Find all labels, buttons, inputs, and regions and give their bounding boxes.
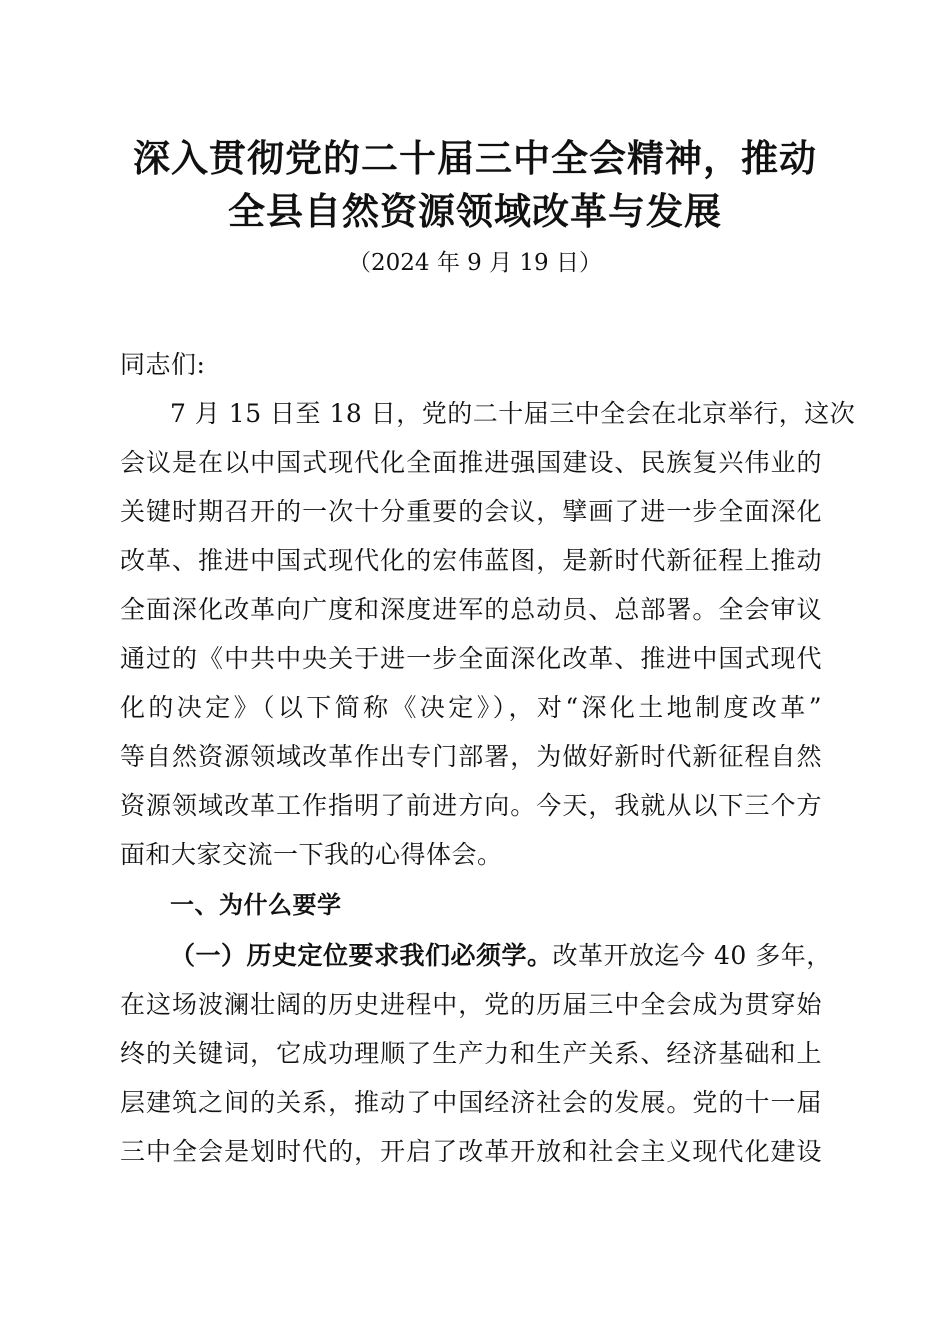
salutation: 同志们: (120, 350, 206, 379)
paragraph-line: 终的关键词，它成功理顺了生产力和生产关系、经济基础和上 (120, 1039, 822, 1068)
paragraph-line: 全面深化改革向广度和深度进军的总动员、总部署。全会审议 (120, 595, 822, 624)
paragraph-line: 关键时期召开的一次十分重要的会议，擘画了进一步全面深化 (120, 497, 822, 526)
paragraph-line: 化的决定》（以下简称《决定》），对“深化土地制度改革” (120, 693, 822, 722)
paragraph-line: 通过的《中共中央关于进一步全面深化改革、推进中国式现代 (120, 644, 822, 673)
section-heading: 一、为什么要学 (170, 891, 342, 919)
subsection-lead: （一）历史定位要求我们必须学。 (170, 941, 553, 970)
paragraph-line: 资源领域改革工作指明了前进方向。今天，我就从以下三个方 (120, 791, 822, 820)
paragraph-line: 7 月 15 日至 18 日，党的二十届三中全会在北京举行，这次 (170, 399, 856, 428)
subsection-first-text: 改革开放迄今 40 多年， (552, 941, 832, 970)
document-date: （2024 年 9 月 19 日） (348, 250, 602, 276)
subsection-first-line (170, 936, 832, 976)
paragraph-line: 面和大家交流一下我的心得体会。 (120, 840, 503, 869)
paragraph-line: 等自然资源领域改革作出专门部署，为做好新时代新征程自然 (120, 742, 822, 771)
paragraph-line: 层建筑之间的关系，推动了中国经济社会的发展。党的十一届 (120, 1088, 822, 1117)
document-title-line-1: 深入贯彻党的二十届三中全会精神，推动 (133, 137, 817, 180)
paragraph-line: 改革、推进中国式现代化的宏伟蓝图，是新时代新征程上推动 (120, 546, 822, 575)
paragraph-line: 三中全会是划时代的，开启了改革开放和社会主义现代化建设 (120, 1137, 822, 1166)
document-title-line-2: 全县自然资源领域改革与发展 (228, 190, 722, 233)
paragraph-line: 在这场波澜壮阔的历史进程中，党的历届三中全会成为贯穿始 (120, 990, 822, 1019)
paragraph-line: 会议是在以中国式现代化全面推进强国建设、民族复兴伟业的 (120, 448, 822, 477)
